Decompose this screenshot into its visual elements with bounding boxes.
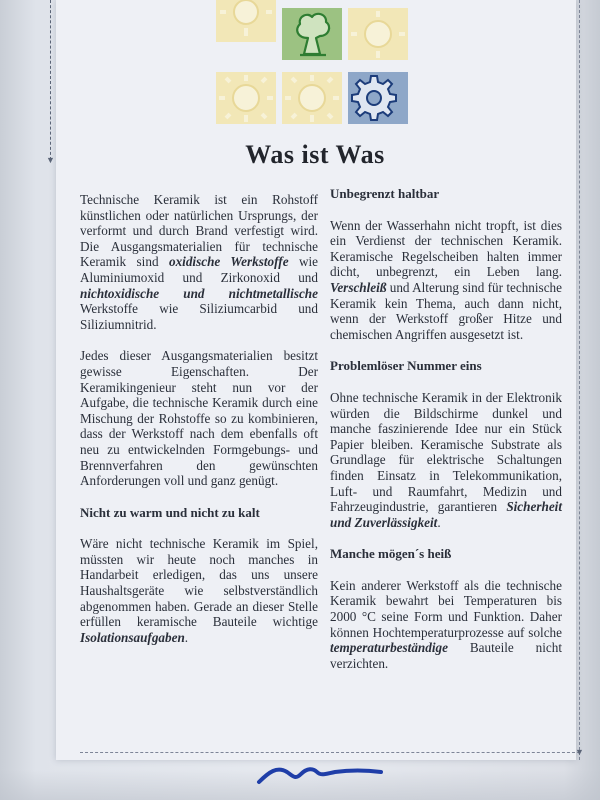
paragraph: Technische Keramik ist ein Rohstoff künstlichen oder natürlichen Ursprungs, der verformt und durch Brand verfestigt wird. Die Ausgangsmaterialien für technische Keramik sind oxidische Werkstoffe wie Aluminiumoxid und Zirkonoxid und nichtoxidische und nichtmetallische Werkstoffe wie Siliziumcarbid und Siliziumnitrid. [80, 192, 319, 332]
paragraph: Jedes dieser Ausgangsmaterialien besitzt gewisse Eigenschaften. Der Keramikingenieur steht nun vor der Aufgabe, die technische Keramik durch eine Mischung der Rohstoffe so zu kombinieren, dass der Werkstoff nach dem ebenfalls oft neu zu entwickelnden Formgebungs- und Brennverfahren den gewünschten Anforderungen voll und ganz genügt. [80, 348, 318, 489]
sun-icon [348, 8, 408, 60]
arrow-down-icon: ▼ [46, 155, 55, 165]
paragraph: Wäre nicht technische Keramik im Spiel, müssten wir heute noch manches in Handarbeit erledigen, das uns unsere Haushaltsgeräte wie selbstverständlich abgenommen haben. Gerade an dieser Stelle erfüllen keramische Bauteile wichtige Isolationsaufgaben. [80, 536, 318, 645]
section-heading: Manche mögen´s heiß [330, 546, 452, 562]
sun-icon [216, 0, 276, 42]
paragraph: Kein anderer Werkstoff als die technische Keramik bewahrt bei Temperaturen bis 2000 °C seine Form und Funktion. Daher können Hochtemperaturprozesse auf solche temperaturbeständige Bauteile nicht verzichten. [330, 577, 562, 671]
section-heading: Problemlöser Nummer eins [330, 358, 482, 374]
section-heading: Unbegrenzt haltbar [330, 186, 440, 201]
section-heading: Nicht zu warm und nicht zu kalt [80, 504, 260, 520]
tree-icon [282, 8, 342, 60]
page-title: Was ist Was [245, 140, 385, 169]
sun-icon [216, 72, 276, 124]
paragraph: Ohne technische Keramik in der Elektronik würden die Bildschirme dunkel und manche faszinierende Idee nur ein Stück Papier bleiben. Keramische Substrate als Grundlage für elektrische Schaltungen finden Einsatz in Telekommunikation, Luft- und Raumfahrt, Medizin und Fahrzeugindustrie, garantieren Sicherheit und Zuverlässigkeit. [330, 389, 562, 530]
paragraph: Wenn der Wasserhahn nicht tropft, ist dies ein Verdienst der technischen Keramik. Keramische Regelscheiben halten immer dicht, unbegrenzt, ein Leben lang. Verschleiß und Alterung sind für technische Keramik kein Thema, auch dann nicht, wenn der Werkstoff großer Hitze und chemischen Angriffen ausgesetzt ist. [330, 217, 562, 342]
handwritten-mark [255, 758, 385, 788]
right-column [330, 186, 562, 687]
sun-icon [282, 72, 342, 124]
dashed-guide-bottom [80, 752, 580, 753]
left-column [80, 192, 318, 661]
arrow-down-icon: ▼ [575, 747, 584, 757]
gear-icon [348, 72, 408, 124]
dashed-guide-right [579, 0, 580, 760]
dashed-guide-left [50, 0, 51, 160]
